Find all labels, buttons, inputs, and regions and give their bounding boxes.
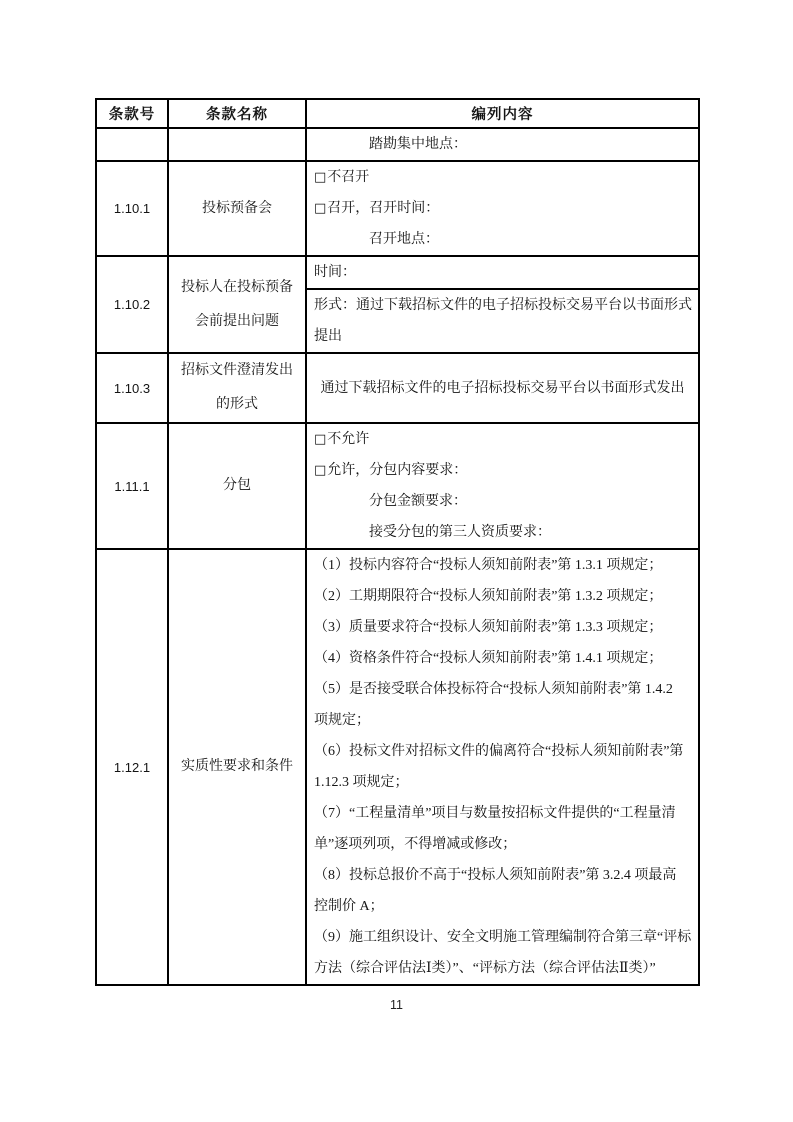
table-row [96,161,699,256]
content-line: （7）“工程量清单”项目与数量按招标文件提供的“工程量清 [314,806,676,821]
clause-number-cell: 1.11.1 [96,423,168,549]
content-line: 分包金额要求： [369,494,467,509]
content-line: 提出 [314,329,342,344]
content-line: □允许，分包内容要求： [307,455,698,486]
content-line: （3）质量要求符合“投标人须知前附表”第 1.3.3 项规定； [314,620,663,635]
content-line: （4）资格条件符合“投标人须知前附表”第 1.4.1 项规定； [314,651,663,666]
clause-name-line: 会前提出问题 [195,313,279,329]
clause-number-cell: 1.10.1 [96,161,168,256]
content-line: □不允许 [307,424,698,455]
clause-name-cell [168,161,306,256]
clause-name-line: 投标预备会 [202,200,272,216]
clause-name-line: 投标人在投标预备 [181,279,293,295]
clause-name-line: 分包 [223,478,251,493]
column-header: 编列内容 [306,99,699,128]
content-line: □召开，召开时间： [307,193,698,224]
column-header: 条款号 [96,99,168,128]
content-line: 形式：通过下载招标文件的电子招标投标交易平台以书面形式 [314,298,692,313]
checkbox-icon: □ [314,432,327,447]
content-lines [307,550,698,984]
content-line: □不召开 [307,162,698,193]
content-line: 项规定； [314,713,370,728]
header-row [96,99,699,128]
content-line: 1.12.3 项规定； [314,775,409,790]
content-lines [307,373,698,404]
clause-name-line: 招标文件澄清发出 [181,363,293,378]
clause-name-line: 的形式 [216,397,258,412]
table-body [96,128,699,985]
content-line: 召开地点： [369,232,439,247]
content-line: （8）投标总报价不高于“投标人须知前附表”第 3.2.4 项最高 [314,868,677,883]
table-row [96,353,699,423]
content-lines [307,257,698,288]
table-row [96,256,699,289]
clause-content-cell [306,161,699,256]
content-line: 接受分包的第三人资质要求： [369,525,551,540]
clause-name-line: 实质性要求和条件 [181,759,293,774]
table-row [96,549,699,985]
checkbox-icon: □ [314,201,327,216]
clause-content-cell [306,256,699,289]
table-header [96,99,699,128]
clause-content-cell [306,423,699,549]
checkbox-icon: □ [314,463,327,478]
content-line: （6）投标文件对招标文件的偏离符合“投标人须知前附表”第 [314,744,684,759]
clause-number-cell: 1.12.1 [96,549,168,985]
page-number: 11 [390,998,403,1012]
clause-number-cell [96,128,168,161]
content-line: 单”逐项列项，不得增减或修改； [314,837,517,852]
clause-content-cell [306,353,699,423]
content-line: 踏勘集中地点： [369,137,467,152]
content-line: （2）工期期限符合“投标人须知前附表”第 1.3.2 项规定； [314,589,663,604]
checkbox-icon: □ [314,170,327,185]
clause-name-cell [168,256,306,353]
column-header: 条款名称 [168,99,306,128]
clause-name-cell [168,128,306,161]
content-line: 时间： [314,265,356,280]
content-line: 控制价 A； [314,899,384,914]
clause-content-cell [306,128,699,161]
content-line: 通过下载招标文件的电子招标投标交易平台以书面形式发出 [320,380,685,396]
content-lines [307,424,698,548]
content-lines [307,290,698,352]
clause-name-cell [168,353,306,423]
content-line: （1）投标内容符合“投标人须知前附表”第 1.3.1 项规定； [314,558,663,573]
clause-name-cell [168,549,306,985]
content-lines [307,129,698,160]
clause-content-cell [306,289,699,353]
clause-number-cell: 1.10.2 [96,256,168,353]
clauses-table [95,98,700,986]
table-row [96,423,699,549]
content-line: （9）施工组织设计、安全文明施工管理编制符合第三章“评标 [314,930,692,945]
clause-number-cell: 1.10.3 [96,353,168,423]
content-lines [307,162,698,255]
content-line: （5）是否接受联合体投标符合“投标人须知前附表”第 1.4.2 [314,682,673,697]
content-line: 方法（综合评估法Ⅰ类）”、“评标方法（综合评估法Ⅱ类）” [314,961,656,976]
clause-name-cell [168,423,306,549]
table-row [96,128,699,161]
clause-content-cell [306,549,699,985]
